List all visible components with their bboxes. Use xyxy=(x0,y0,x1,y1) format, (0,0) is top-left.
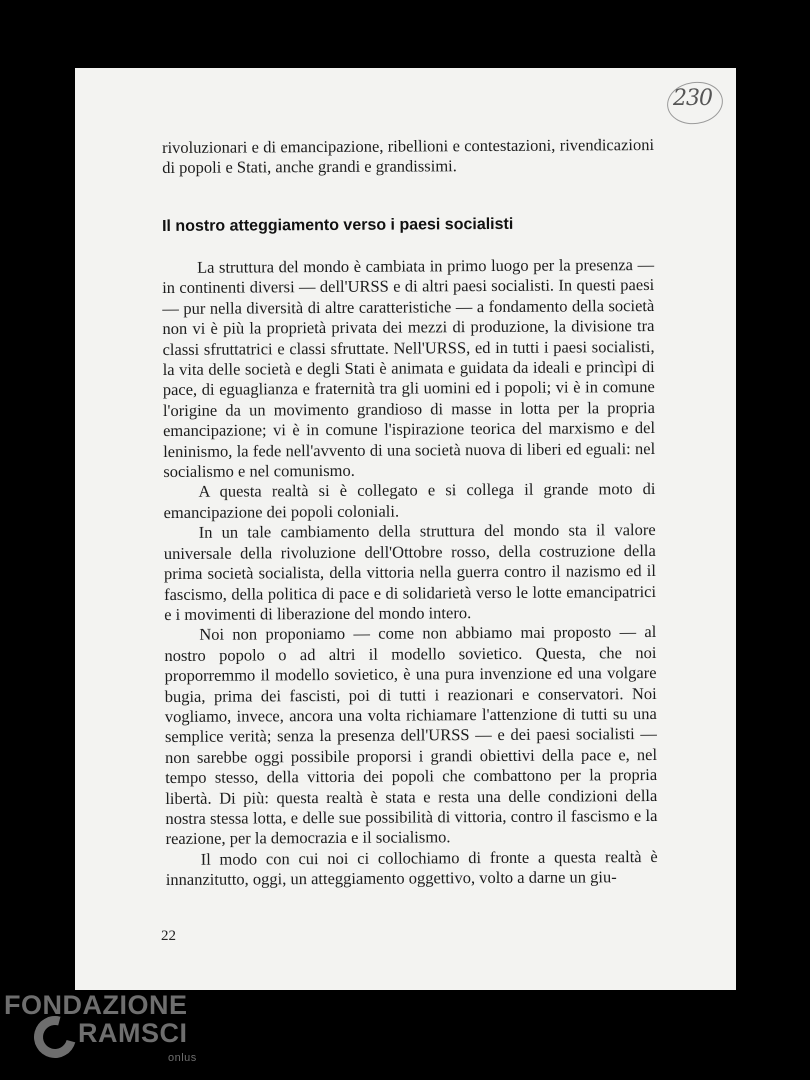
scanned-page xyxy=(75,68,736,990)
logo-line-2: RAMSCI xyxy=(78,1018,188,1048)
intro-text: rivoluzionari e di emancipazione, ribellioni e contestazioni, rivendicazioni di popoli e Stati, anche grandi e grandissimi. xyxy=(162,134,655,178)
body-text xyxy=(162,255,658,891)
paragraph-5: Il modo con cui noi ci collochiamo di fronte a questa realtà è innanzitutto, oggi, un atteggiamento oggettivo, volto a darne un giu- xyxy=(165,846,658,890)
fondazione-gramsci-logo xyxy=(4,990,214,1075)
logo-line-1: FONDAZIONE xyxy=(4,990,188,1020)
paragraph-3: In un tale cambiamento della struttura del mondo sta il valore universale della rivoluzione dell'Ottobre rosso, della costruzione della prima società socialista, della vittoria nella guerra contro il nazismo ed il fascismo, della politica di pace e di solidarietà verso le lotte emancipatrici e i movimenti di liberazione del mondo intero. xyxy=(163,520,657,624)
archive-number-text: 230 xyxy=(673,86,712,111)
page-number: 22 xyxy=(161,928,176,944)
intro-paragraph xyxy=(162,135,654,179)
section-heading: Il nostro atteggiamento verso i paesi socialisti xyxy=(162,215,514,235)
logo-line-3: onlus xyxy=(168,1052,197,1064)
paragraph-4: Noi non proponiamo — come non abbiamo mai proposto — al nostro popolo o ad altri il modello sovietico. Questa, che noi proporremmo il modello sovietico, è una pura invenzione ed una volgare bugia, prima dei fascisti, poi di tutti i reazionari e conservatori. Noi vogliamo, invece, ancora una volta richiamare l'attenzione di tutti su una semplice verità; senza la presenza dell'URSS — e dei paesi socialisti — non sarebbe oggi possibile proporsi i grandi obiettivi della pace e, nel tempo stesso, della vittoria dei popoli che combattono per la propria libertà. Di più: questa realtà è stata e resta una delle condizioni della nostra stessa lotta, e delle sue possibilità di vittoria, contro il fascismo e la reazione, per la democrazia e il socialismo. xyxy=(164,622,658,849)
paragraph-2: A questa realtà si è collegato e si collega il grande moto di emancipazione dei popoli coloniali. xyxy=(163,479,656,522)
paragraph-1: La struttura del mondo è cambiata in primo luogo per la presenza — in continenti diversi — dell'URSS e di altri paesi socialisti. In questi paesi — pur nella diversità di altre caratteristiche — a fondamento della società non vi è più la proprietà privata dei mezzi di produzione, la divisione tra classi sfruttatrici e classi sfruttate. Nell'URSS, ed in tutti i paesi socialisti, la vita delle società e degli Stati è animata e guidata da ideali e princìpi di pace, di eguaglianza e fraternità tra gli uomini ed i popoli; vi è in comune l'origine da un movimento grandioso di masse in lotta per la propria emancipazione; vi è in comune l'ispirazione teorica del marxismo e del leninismo, la fede nell'avvento di una società nuova di liberi ed eguali: nel socialismo e nel comunismo. xyxy=(162,254,656,482)
archive-number-annotation xyxy=(671,80,731,120)
